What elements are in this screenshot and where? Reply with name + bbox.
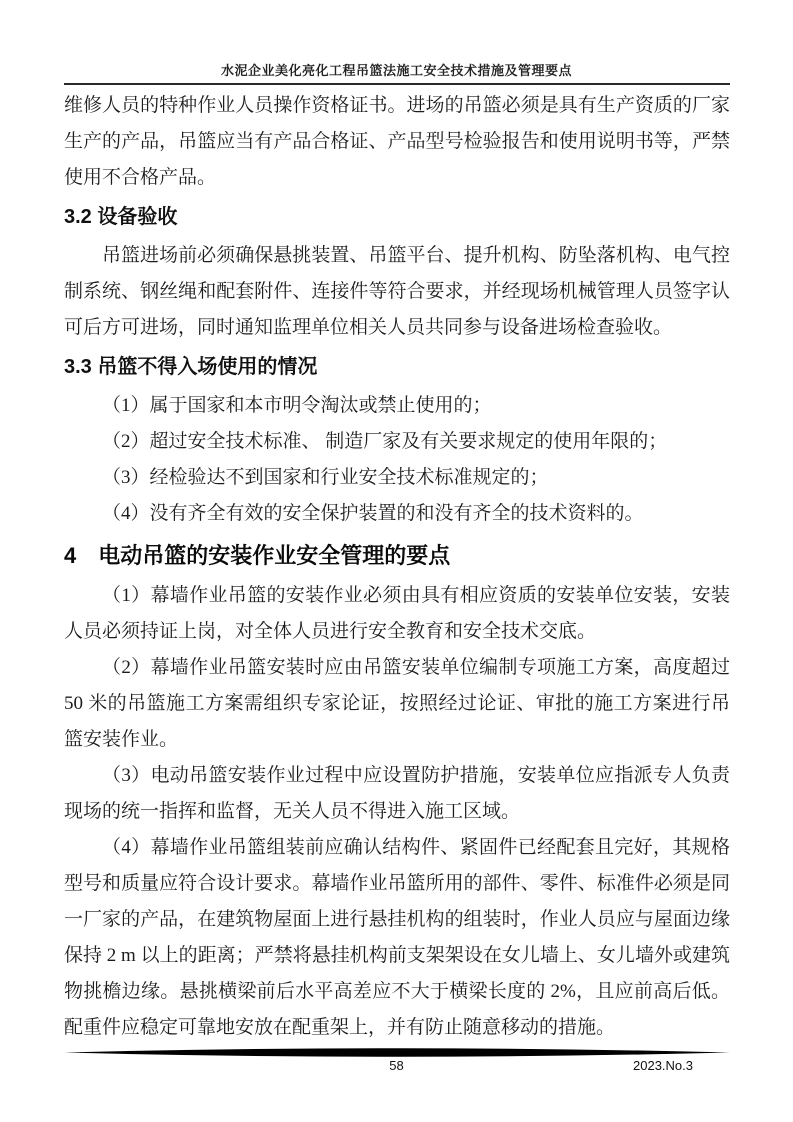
issue-number: 2023.No.3	[633, 1058, 693, 1073]
section-heading-3-2: 3.2 设备验收	[64, 206, 178, 228]
paragraph-4-2: （2）幕墙作业吊篮安装时应由吊篮安装单位编制专项施工方案，高度超过 50 米的吊篮施工方案需组织专家论证，按照经过论证、审批的施工方案进行吊篮安装作业。	[64, 657, 730, 750]
list-item-4: （4）没有齐全有效的安全保护装置的和没有齐全的技术资料的。	[102, 503, 644, 524]
footer-tapered-rule	[64, 1047, 730, 1058]
paragraph-4-3: （3）电动吊篮安装作业过程中应设置防护措施，安装单位应指派专人负责现场的统一指挥和监督，无关人员不得进入施工区域。	[64, 765, 730, 822]
page-number: 58	[389, 1058, 404, 1073]
paragraph-continuation: 维修人员的特种作业人员操作资格证书。进场的吊篮必须是具有生产资质的厂家生产的产品，吊篮应当有产品合格证、产品型号检验报告和使用说明书等，严禁使用不合格产品。	[64, 95, 730, 188]
chapter-heading-4: 4 电动吊篮的安装作业安全管理的要点	[64, 543, 451, 568]
paragraph-4-4: （4）幕墙作业吊篮组装前应确认结构件、紧固件已经配套且完好，其规格型号和质量应符合设计要求。幕墙作业吊篮所用的部件、零件、标准件必须是同一厂家的产品，在建筑物屋面上进行悬挂机构的组装时，作业人员应与屋面边缘保持 2 m 以上的距离；严禁将悬挂机构前支架架设在女儿墙上、女儿墙外或建筑物挑檐边缘。悬挑横梁前后水平高差应不大于横梁长度的 2%，且应前高后低。配重件应稳定可靠地安放在配重架上，并有防止随意移动的措施。	[64, 837, 730, 1038]
header-rule	[64, 83, 730, 85]
section-heading-3-3: 3.3 吊篮不得入场使用的情况	[64, 356, 318, 378]
list-item-1: （1）属于国家和本市明令淘汰或禁止使用的；	[102, 395, 492, 416]
document-body	[64, 88, 730, 1046]
paragraph-4-1: （1）幕墙作业吊篮的安装作业必须由具有相应资质的安装单位安装，安装人员必须持证上岗，对全体人员进行安全教育和安全技术交底。	[64, 585, 730, 642]
running-header-title: 水泥企业美化亮化工程吊篮法施工安全技术措施及管理要点	[220, 63, 572, 78]
list-item-3: （3）经检验达不到国家和行业安全技术标准规定的；	[102, 467, 549, 488]
paragraph-equipment-acceptance: 吊篮进场前必须确保悬挑装置、吊篮平台、提升机构、防坠落机构、电气控制系统、钢丝绳和配套附件、连接件等符合要求，并经现场机械管理人员签字认可后方可进场，同时通知监理单位相关人员共同参与设备进场检查验收。	[64, 245, 730, 338]
list-item-2: （2）超过安全技术标准、 制造厂家及有关要求规定的使用年限的；	[102, 431, 668, 452]
